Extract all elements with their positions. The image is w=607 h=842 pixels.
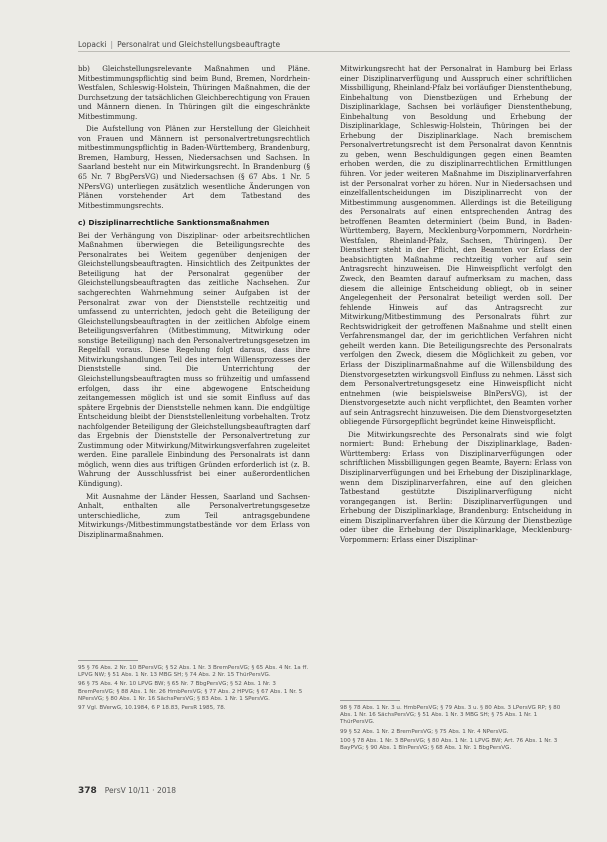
section-paragraph: Bei der Verhängung von Disziplinar- oder arbeitsrechtlichen Maßnahmen überwiegen die Beteiligungsrechte des Personalrates bei Weitem gegenüber denjenigen der Gleichstellungsbeauftragten. Hinsichtlich des Zeitpunktes der Beteiligung hat der Personalrat gegenüber der Gleichstellungsbeauftragten das zeitliche Nachsehen. Zur sachgerechten Wahrnehmung seiner Aufgaben ist der Personalrat zwar von der Dienststelle rechtzeitig und umfassend zu unterrichten, jedoch geht die Beteiligung der Gleichstellungsbeauftragten in der zeitlichen Abfolge einem Beteiligungsverfahren (Mitbestimmung, Mitwirkung oder sonstige Beteiligung) nach den Personalvertretungsgesetzen im Regelfall voraus. Diese Regelung folgt daraus, dass ihre Mitwirkungshandlungen Teil des internen Willensprozesses der Dienststelle sind. Die Unterrichtung der Gleichstellungsbeauftragten muss so frühzeitig und umfassend erfolgen, dass ihr eine abgewogene Entscheidung zeitangemessen möglich ist und sie somit Einfluss auf das spätere Ergebnis der Dienststelle nehmen kann. Die endgültige Entscheidung bleibt der Dienststellenleitung vorbehalten. Trotz nachfolgender Beteiligung der Gleichstellungsbeauftragten darf das Ergebnis der Dienststelle der Personalvertretung zur Zustimmung oder Mitwirkung/Mitwirkungsverfahren zugeleitet werden. Eine parallele Einbindung des Personalrats ist dann möglich, wenn dies aus triftigen Gründen erforderlich ist (z. B. Wahrung der Ausschlussfrist bei einer außerordentlichen Kündigung). [78,230,310,488]
section-paragraph: Mit Ausnahme der Länder Hessen, Saarland und Sachsen-Anhalt, enthalten alle Personalvertretungsgesetze unterschiedliche, zum Teil antragsgebundene Mitwirkungs-/Mitbestimmungstatbestände vor dem Erlass von Disziplinarmaßnahmen. [78,491,310,539]
right-paragraph: Die Mitwirkungsrechte des Personalrats sind wie folgt normiert: Bund: Erhebung der Disziplinarklage, Baden-Württemberg: Erlass von Disziplinarverfügungen oder schriftlichen Missbilligungen gegen Beamte, Bayern: Erlass von Disziplinarverfügungen und bei Erhebung der Disziplinarklage, wenn dem Disziplinarverfahren, eine auf den gleichen Tatbestand gestützte Disziplinarverfügung nicht vorangegangen ist. Berlin: Disziplinarverfügungen und Erhebung der Disziplinarklage, Brandenburg: Entscheidung in einem Disziplinarverfahren über die Kürzung der Dienstbezüge oder über die Erhebung der Disziplinarklage, Mecklenburg-Vorpommern: Erlass einer Disziplinar- [340,429,572,544]
footnote: 97 Vgl. BVerwG, 10.1984, 6 P 18.83, PersR 1985, 78. [78,705,226,712]
header-separator: | [110,40,114,49]
header-author: Lopacki [78,40,107,49]
page-footer [78,786,176,796]
left-paragraph: Die Aufstellung von Plänen zur Herstellung der Gleichheit von Frauen und Männern ist personalvertretungsrechtlich mitbestimmungspflichtig in Baden-Württemberg, Brandenburg, Bremen, Hamburg, Hessen, Niedersachsen und Sachsen. In Saarland besteht nur ein Mitwirkungsrecht. In Brandenburg (§ 65 Nr. 7 BbgPersVG) und Niedersachsen (§ 67 Abs. 1 Nr. 5 NPersVG) unterliegen zusätzlich wesentliche Änderungen von Plänen vorstehender Art dem Tatbestand des Mitbestimmungsrechts. [78,124,310,210]
running-head [78,40,558,49]
section-heading: c) Disziplinarrechtliche Sanktionsmaßnahmen [78,218,270,228]
footnote: 98 § 78 Abs. 1 Nr. 3 u. HmbPersVG; § 79 Abs. 3 u. § 80 Abs. 3 LPersVG RP; § 80 Abs. 1 Nr. 16 SächsPersVG; § 51 Abs. 1 Nr. 3 MBG SH; § 75 Abs. 1 Nr. 1 ThürPersVG. [340,705,561,726]
right-paragraph: Mitwirkungsrecht hat der Personalrat in Hamburg bei Erlass einer Disziplinarverfügung und Ausspruch einer schriftlichen Missbilligung, Rheinland-Pfalz bei vorläufiger Dienstenthebung, Einbehaltung von Dienstbezügen und Erhebung der Disziplinarklage, Sachsen bei vorläufiger Dienstenthebung, Einbehaltung von Besoldung und Erhebung der Disziplinarklage, Schleswig-Holstein, Thüringen bei der Erhebung der Disziplinarklage. Nach bremischem Personalvertretungsrecht ist dem Personalrat davon Kenntnis zu geben, wenn Beschuldigungen gegen einen Beamten erhoben werden, die zu disziplinarrechtlichen Ermittlungen führen. Vor jeder weiteren Maßnahme im Disziplinarverfahren ist der Personalrat vorher zu hören. Nur in Niedersachsen und einzelfallentscheidungen im Disziplinarrecht von der Mitbestimmung ausgenommen. Allerdings ist die Beteiligung des Personalrats auf einen entsprechenden Antrag des betroffenen Beamten determiniert (beim Bund, in Baden-Württemberg, Bayern, Mecklenburg-Vorpommern, Nordrhein-Westfalen, Rheinland-Pfalz, Sachsen, Thüringen). Der Dienstherr steht in der Pflicht, den Beamten vor Erlass der beabsichtigten Maßnahme rechtzeitig vorher auf sein Antragsrecht hinzuweisen. Die Hinweispflicht verfolgt den Zweck, den Beamten darauf aufmerksam zu machen, dass diesem die alleinige Entscheidung obliegt, ob in seiner Angelegenheit der Personalrat beteiligt werden soll. Der fehlende Hinweis auf das Antragsrecht zur Mitwirkung/Mitbestimmung des Personalrats führt zur Rechtswidrigkeit der getroffenen Maßnahme und stellt einen Verfahrensmangel dar, der im gerichtlichen Verfahren nicht geheilt werden kann. Die Beteiligungsrechte des Personalrats verfolgen den Zweck, diesem die Möglichkeit zu geben, vor Erlass der Disziplinarmaßnahme auf die Willensbildung des Dienstvorgesetzten wirkungsvoll Einfluss zu nehmen. Lässt sich dem Personalvertretungsgesetz eine Hinweispflicht nicht entnehmen (wie beispielsweise BlnPersVG), ist der Dienstvorgesetzte auch nicht verpflichtet, den Beamten vorher auf sein Antragsrecht hinzuweisen. Die dem Dienstvorgesetzten obliegende Fürsorgepflicht begründet keine Hinweispflicht. [340,64,572,427]
header-title: Personalrat und Gleichstellungsbeauftragte [117,40,281,49]
right-footnotes [340,705,572,754]
right-column [340,64,572,547]
footnote: 100 § 78 Abs. 1 Nr. 3 BPersVG; § 80 Abs. 1 Nr. 1 LPVG BW; Art. 76 Abs. 1 Nr. 3 BayPVG; § 90 Abs. 1 BlnPersVG; § 68 Abs. 1 Nr. 1 BbgPersVG. [340,737,558,752]
footnote: 96 § 75 Abs. 4 Nr. 10 LPVG BW; § 65 Nr. 7 BbgPersVG; § 52 Abs. 1 Nr. 3 BremPersVG; § 88 Abs. 1 Nr. 26 HmbPersVG; § 77 Abs. 2 HPVG; § 67 Abs. 1 Nr. 5 NPersVG; § 80 Abs. 1 Nr. 16 SächsPersVG; § 83 Abs. 1 Nr. 1 SPersVG. [78,681,303,702]
page-number: 378 [78,786,97,796]
journal-citation: PersV 10/11 · 2018 [104,786,177,795]
header-rule [78,51,570,52]
left-column [78,64,310,542]
footnote-rule [340,700,400,701]
left-paragraph: bb) Gleichstellungsrelevante Maßnahmen und Pläne. Mitbestimmungspflichtig sind beim Bund, Bremen, Nordrhein-Westfalen, Schleswig-Holstein, Thüringen Maßnahmen, die der Durchsetzung der tatsächlichen Gleichberechtigung von Frauen und Männern dienen. In Thüringen gilt die eingeschränkte Mitbestimmung. [78,64,310,121]
footnote-rule [78,660,138,661]
footnote: 99 § 52 Abs. 1 Nr. 2 BremPersVG; § 75 Abs. 1 Nr. 4 NPersVG. [340,728,509,735]
footnote: 95 § 76 Abs. 2 Nr. 10 BPersVG; § 52 Abs. 1 Nr. 3 BremPersVG; § 65 Abs. 4 Nr. 1a ff. LPVG NW; § 51 Abs. 1 Nr. 13 MBG SH; § 74 Abs. 2 Nr. 15 ThürPersVG. [78,665,309,679]
left-footnotes [78,665,310,714]
